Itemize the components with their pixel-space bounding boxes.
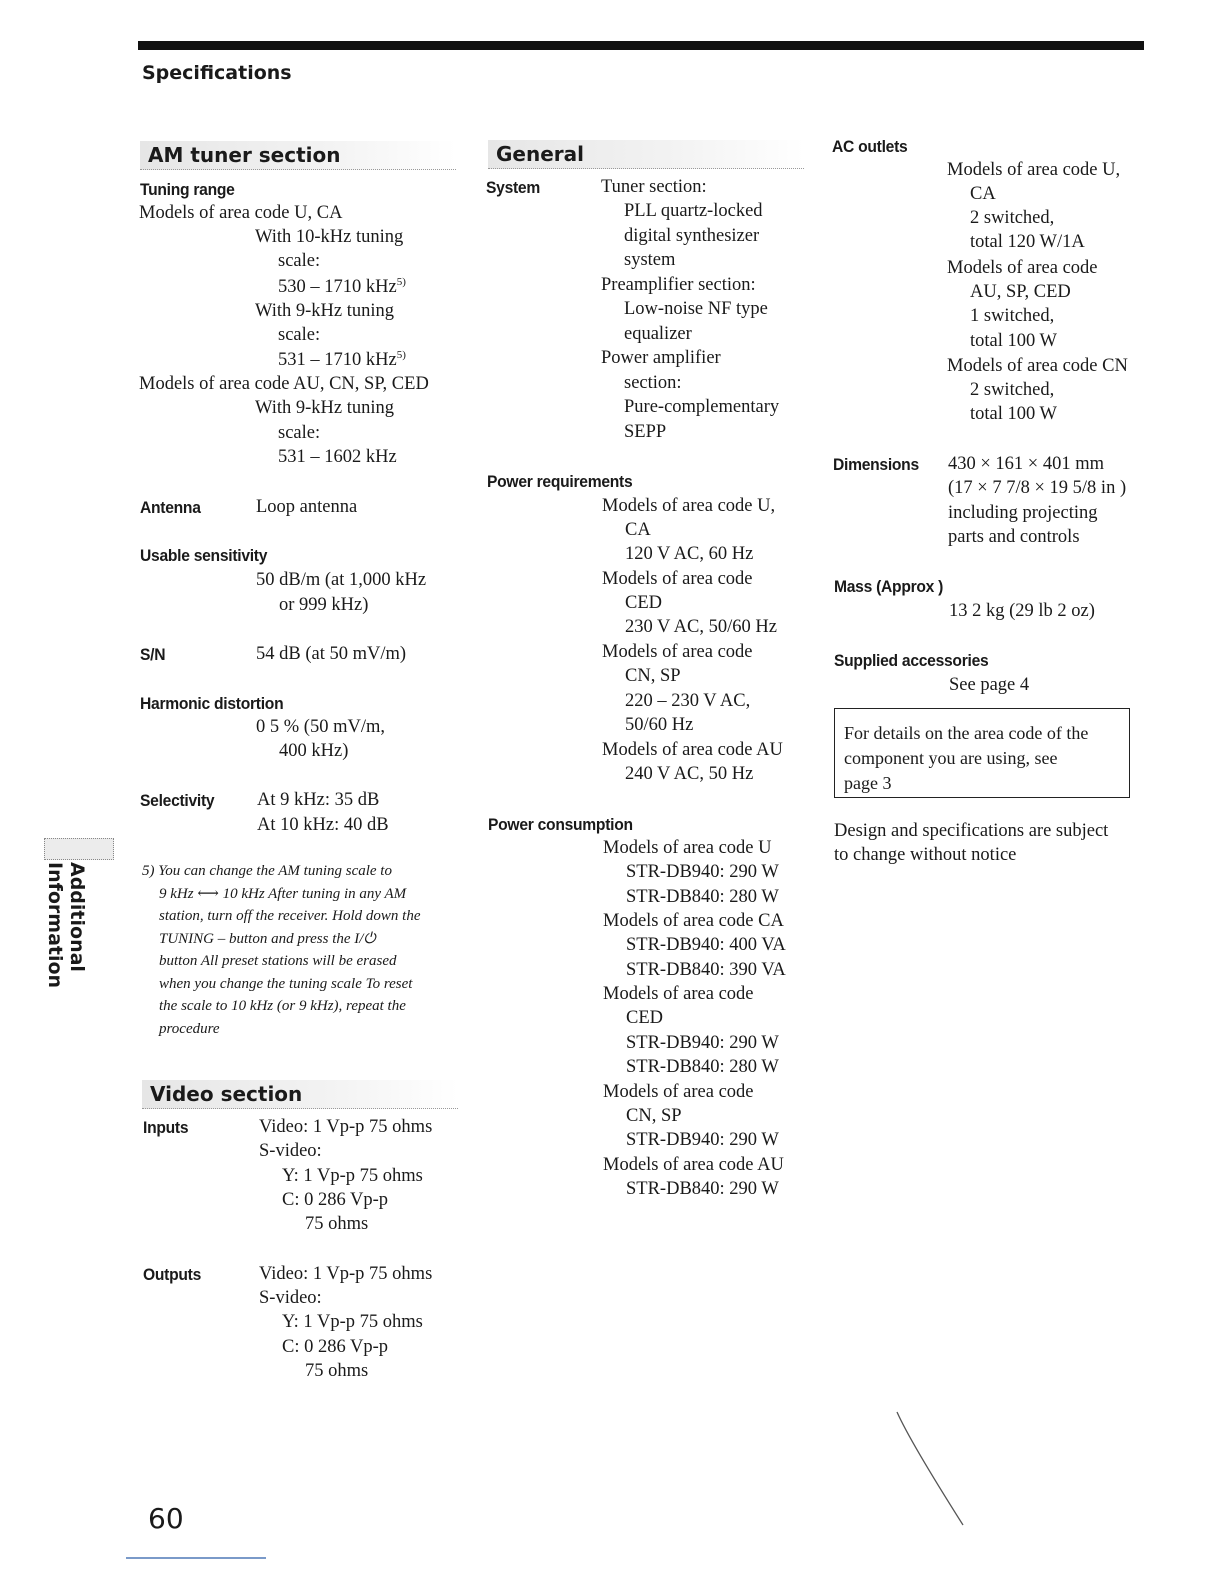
tuning-line: Models of area code AU, CN, SP, CED bbox=[139, 374, 429, 394]
dim-line: including projecting bbox=[948, 503, 1098, 523]
system-line: Power amplifier bbox=[601, 348, 721, 368]
power-cons-line: Models of area code CA bbox=[603, 911, 784, 931]
outputs-line: C: 0 286 Vp-p bbox=[282, 1337, 389, 1357]
sidebar-tab-marker bbox=[44, 838, 114, 860]
outputs-label: Outputs bbox=[143, 1265, 202, 1284]
sensitivity-label: Usable sensitivity bbox=[140, 546, 268, 565]
power-req-line: 220 – 230 V AC, bbox=[625, 691, 751, 711]
distortion-label: Harmonic distortion bbox=[140, 694, 284, 713]
system-label: System bbox=[486, 178, 540, 197]
inputs-line: 75 ohms bbox=[305, 1214, 369, 1234]
ac-outlets-label: AC outlets bbox=[832, 137, 908, 156]
power-req-line: Models of area code AU bbox=[602, 740, 783, 760]
ac-line: 2 switched, bbox=[970, 208, 1055, 228]
notice-line: Design and specifications are subject bbox=[834, 821, 1109, 841]
system-line: Preamplifier section: bbox=[601, 275, 756, 295]
selectivity-line: At 9 kHz: 35 dB bbox=[257, 790, 380, 810]
am-tuner-heading: AM tuner section bbox=[140, 141, 456, 170]
sensitivity-line: or 999 kHz) bbox=[279, 595, 369, 615]
selectivity-label: Selectivity bbox=[140, 791, 215, 810]
tuning-line: 531 – 1710 kHz$^{5)}$ bbox=[278, 349, 406, 371]
sn-value: 54 dB (at 50 mV/m) bbox=[256, 644, 407, 664]
tuning-line: With 10-kHz tuning bbox=[255, 227, 404, 247]
power-cons-line: STR-DB840: 290 W bbox=[626, 1179, 779, 1199]
power-cons-line: STR-DB840: 280 W bbox=[626, 887, 779, 907]
tuning-range-label: Tuning range bbox=[140, 180, 235, 199]
outputs-line: Video: 1 Vp-p 75 ohms bbox=[259, 1264, 433, 1284]
accessories-label: Supplied accessories bbox=[834, 651, 989, 670]
power-req-line: Models of area code U, bbox=[602, 496, 776, 516]
ac-line: total 120 W/1A bbox=[970, 232, 1085, 252]
system-line: PLL quartz-locked bbox=[624, 201, 763, 221]
power-cons-line: STR-DB940: 290 W bbox=[626, 1033, 779, 1053]
top-rule bbox=[138, 41, 1144, 50]
antenna-label: Antenna bbox=[140, 498, 201, 517]
power-req-line: CA bbox=[625, 520, 651, 540]
notice-line: to change without notice bbox=[834, 845, 1017, 865]
tuning-line: scale: bbox=[278, 325, 321, 345]
power-req-line: Models of area code bbox=[602, 642, 753, 662]
tuning-line: With 9-kHz tuning bbox=[255, 301, 395, 321]
power-cons-line: Models of area code AU bbox=[603, 1155, 784, 1175]
distortion-line: 0 5 % (50 mV/m, bbox=[256, 717, 385, 737]
dim-line: parts and controls bbox=[948, 527, 1080, 547]
ac-line: Models of area code U, bbox=[947, 160, 1121, 180]
power-req-line: 120 V AC, 60 Hz bbox=[625, 544, 754, 564]
ac-line: 2 switched, bbox=[970, 380, 1055, 400]
power-req-label: Power requirements bbox=[487, 472, 633, 491]
system-line: digital synthesizer bbox=[624, 226, 760, 246]
power-cons-line: STR-DB940: 290 W bbox=[626, 1130, 779, 1150]
power-cons-line: Models of area code U bbox=[603, 838, 772, 858]
power-cons-line: CN, SP bbox=[626, 1106, 682, 1126]
power-req-line: 50/60 Hz bbox=[625, 715, 694, 735]
power-cons-line: STR-DB840: 280 W bbox=[626, 1057, 779, 1077]
inputs-line: C: 0 286 Vp-p bbox=[282, 1190, 389, 1210]
outputs-line: 75 ohms bbox=[305, 1361, 369, 1381]
system-line: system bbox=[624, 250, 676, 270]
tuning-line: scale: bbox=[278, 251, 321, 271]
power-req-line: CN, SP bbox=[625, 666, 681, 686]
system-line: Pure-complementary bbox=[624, 397, 780, 417]
system-line: SEPP bbox=[624, 422, 667, 442]
page-title: Specifications bbox=[142, 62, 292, 84]
power-cons-line: CED bbox=[626, 1008, 663, 1028]
area-code-note-box bbox=[834, 708, 1130, 798]
sensitivity-line: 50 dB/m (at 1,000 kHz bbox=[256, 570, 427, 590]
system-line: equalizer bbox=[624, 324, 692, 344]
power-cons-line: Models of area code bbox=[603, 984, 754, 1004]
power-cons-line: STR-DB840: 390 VA bbox=[626, 960, 786, 980]
dimensions-label: Dimensions bbox=[833, 455, 919, 474]
tuning-line: scale: bbox=[278, 423, 321, 443]
tuning-line: Models of area code U, CA bbox=[139, 203, 343, 223]
system-line: section: bbox=[624, 373, 682, 393]
outputs-line: S-video: bbox=[259, 1288, 322, 1308]
sn-label: S/N bbox=[140, 645, 166, 664]
system-line: Tuner section: bbox=[601, 177, 707, 197]
power-req-line: CED bbox=[625, 593, 662, 613]
ac-line: CA bbox=[970, 184, 996, 204]
box-line: page 3 bbox=[844, 773, 892, 793]
box-line: For details on the area code of the bbox=[844, 723, 1089, 743]
antenna-value: Loop antenna bbox=[256, 497, 358, 517]
ac-line: total 100 W bbox=[970, 331, 1058, 351]
ac-line: Models of area code bbox=[947, 258, 1098, 278]
ac-line: Models of area code CN bbox=[947, 356, 1128, 376]
tuning-line: 530 – 1710 kHz$^{5)}$ bbox=[278, 276, 406, 298]
tuning-line: With 9-kHz tuning bbox=[255, 398, 395, 418]
page-number: 60 bbox=[148, 1502, 184, 1535]
power-req-line: Models of area code bbox=[602, 569, 753, 589]
accessories-value: See page 4 bbox=[949, 675, 1030, 695]
dim-line: 430 × 161 × 401 mm bbox=[948, 454, 1105, 474]
ac-line: 1 switched, bbox=[970, 306, 1055, 326]
footnote: 5) You can change the AM tuning scale to 9 kHz ⟷ 10 kHz After tuning in any AM station, turn off the receiver. Hold down the TUNING – button and press the I/⏻ button All preset stations will be erased when you change the tuning scale To reset the scale to 10 kHz (or 9 kHz), repeat the procedure bbox=[142, 863, 421, 1037]
power-cons-line: Models of area code bbox=[603, 1082, 754, 1102]
inputs-line: Y: 1 Vp-p 75 ohms bbox=[282, 1166, 423, 1186]
selectivity-line: At 10 kHz: 40 dB bbox=[257, 815, 389, 835]
general-heading: General bbox=[488, 140, 804, 169]
pen-stroke-mark bbox=[895, 1410, 975, 1530]
inputs-label: Inputs bbox=[143, 1118, 189, 1137]
system-line: Low-noise NF type bbox=[624, 299, 768, 319]
power-cons-label: Power consumption bbox=[488, 815, 633, 834]
power-cons-line: STR-DB940: 400 VA bbox=[626, 935, 786, 955]
box-line: component you are using, see bbox=[844, 748, 1058, 768]
video-heading: Video section bbox=[142, 1080, 458, 1109]
power-req-line: 240 V AC, 50 Hz bbox=[625, 764, 754, 784]
outputs-line: Y: 1 Vp-p 75 ohms bbox=[282, 1312, 423, 1332]
power-cons-line: STR-DB940: 290 W bbox=[626, 862, 779, 882]
sidebar-section-label: Additional Information bbox=[44, 862, 88, 989]
mass-value: 13 2 kg (29 lb 2 oz) bbox=[949, 601, 1095, 621]
power-req-line: 230 V AC, 50/60 Hz bbox=[625, 617, 777, 637]
ac-line: AU, SP, CED bbox=[970, 282, 1071, 302]
inputs-line: S-video: bbox=[259, 1141, 322, 1161]
distortion-line: 400 kHz) bbox=[279, 741, 349, 761]
footer-rule bbox=[126, 1557, 266, 1559]
tuning-line: 531 – 1602 kHz bbox=[278, 447, 397, 467]
inputs-line: Video: 1 Vp-p 75 ohms bbox=[259, 1117, 433, 1137]
mass-label: Mass (Approx ) bbox=[834, 577, 944, 596]
ac-line: total 100 W bbox=[970, 404, 1058, 424]
dim-line: (17 × 7 7/8 × 19 5/8 in ) bbox=[948, 478, 1127, 498]
